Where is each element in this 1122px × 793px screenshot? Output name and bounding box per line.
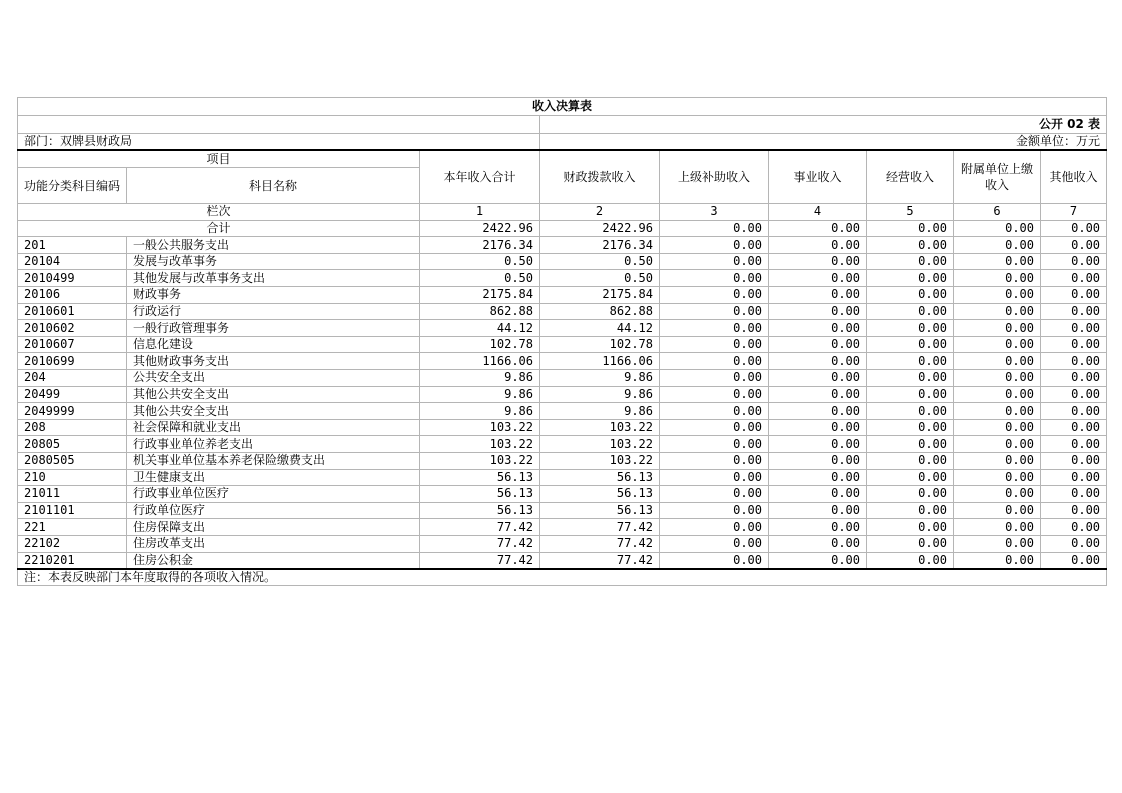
- row-value: 0.50: [420, 270, 540, 287]
- row-code: 20104: [18, 253, 127, 270]
- row-value: 0.00: [769, 403, 867, 420]
- table-code: 公开 02 表: [540, 116, 1107, 134]
- row-value: 0.00: [1041, 486, 1107, 503]
- row-value: 0.00: [769, 419, 867, 436]
- row-value: 0.00: [867, 519, 954, 536]
- row-value: 0.00: [867, 353, 954, 370]
- row-name: 一般公共服务支出: [127, 237, 420, 254]
- row-value: 0.00: [954, 287, 1041, 304]
- row-value: 9.86: [420, 403, 540, 420]
- table-row: [18, 270, 1107, 287]
- column-number: 7: [1041, 204, 1107, 221]
- row-value: 0.00: [1041, 469, 1107, 486]
- row-value: 0.00: [1041, 336, 1107, 353]
- row-value: 0.00: [867, 486, 954, 503]
- row-value: 0.00: [769, 370, 867, 387]
- table-row: [18, 403, 1107, 420]
- row-value: 0.00: [660, 403, 769, 420]
- table-row: [18, 386, 1107, 403]
- row-value: 0.00: [660, 336, 769, 353]
- row-value: 2175.84: [540, 287, 660, 304]
- row-value: 0.00: [769, 386, 867, 403]
- row-code: 204: [18, 370, 127, 387]
- row-value: 0.00: [769, 469, 867, 486]
- row-value: 0.00: [660, 237, 769, 254]
- row-value: 0.00: [769, 287, 867, 304]
- row-value: 0.00: [867, 253, 954, 270]
- row-code: 210: [18, 469, 127, 486]
- header-business: 事业收入: [769, 150, 867, 204]
- department-label: 部门：双牌县财政局: [18, 134, 540, 151]
- row-value: 0.00: [769, 535, 867, 552]
- row-value: 1166.06: [540, 353, 660, 370]
- table-row: [18, 353, 1107, 370]
- row-value: 0.00: [954, 320, 1041, 337]
- row-value: 862.88: [540, 303, 660, 320]
- row-value: 44.12: [420, 320, 540, 337]
- row-value: 56.13: [540, 502, 660, 519]
- row-value: 0.00: [867, 436, 954, 453]
- row-code: 201: [18, 237, 127, 254]
- table-row: [18, 287, 1107, 304]
- header-fiscal: 财政拨款收入: [540, 150, 660, 204]
- table-row: [18, 336, 1107, 353]
- income-statement-sheet: [17, 97, 1106, 586]
- row-value: 0.00: [954, 253, 1041, 270]
- row-value: 0.00: [954, 403, 1041, 420]
- table-row: [18, 237, 1107, 254]
- row-code: 2010699: [18, 353, 127, 370]
- row-code: 22102: [18, 535, 127, 552]
- row-value: 0.00: [660, 535, 769, 552]
- row-value: 0.00: [954, 486, 1041, 503]
- column-number: 3: [660, 204, 769, 221]
- row-value: 0.00: [1041, 502, 1107, 519]
- table-row: [18, 419, 1107, 436]
- row-value: 0.00: [954, 502, 1041, 519]
- row-name: 住房保障支出: [127, 519, 420, 536]
- table-row: [18, 519, 1107, 536]
- row-value: 0.00: [769, 336, 867, 353]
- total-value: 2422.96: [540, 220, 660, 237]
- row-value: 0.00: [867, 287, 954, 304]
- header-operating: 经营收入: [867, 150, 954, 204]
- row-value: 0.00: [769, 486, 867, 503]
- row-value: 77.42: [540, 552, 660, 569]
- row-value: 0.00: [867, 270, 954, 287]
- row-value: 0.00: [954, 436, 1041, 453]
- row-value: 0.00: [954, 303, 1041, 320]
- column-order-label: 栏次: [18, 204, 420, 221]
- row-code: 20499: [18, 386, 127, 403]
- row-value: 0.00: [660, 453, 769, 470]
- row-value: 0.00: [954, 552, 1041, 569]
- row-value: 2176.34: [420, 237, 540, 254]
- row-name: 行政事业单位养老支出: [127, 436, 420, 453]
- row-value: 56.13: [420, 486, 540, 503]
- row-value: 0.00: [954, 419, 1041, 436]
- row-value: 0.00: [954, 353, 1041, 370]
- total-value: 0.00: [954, 220, 1041, 237]
- row-value: 1166.06: [420, 353, 540, 370]
- row-name: 公共安全支出: [127, 370, 420, 387]
- row-value: 0.00: [769, 519, 867, 536]
- row-value: 0.00: [867, 419, 954, 436]
- row-name: 其他发展与改革事务支出: [127, 270, 420, 287]
- row-value: 0.00: [867, 552, 954, 569]
- row-code: 2010602: [18, 320, 127, 337]
- row-value: 44.12: [540, 320, 660, 337]
- row-value: 0.00: [660, 486, 769, 503]
- row-value: 0.00: [769, 502, 867, 519]
- row-value: 0.00: [1041, 270, 1107, 287]
- row-value: 0.00: [660, 370, 769, 387]
- row-value: 0.00: [660, 419, 769, 436]
- row-value: 0.00: [1041, 320, 1107, 337]
- row-value: 0.00: [867, 453, 954, 470]
- row-name: 行政运行: [127, 303, 420, 320]
- table-row: [18, 303, 1107, 320]
- row-code: 21011: [18, 486, 127, 503]
- row-value: 0.00: [660, 303, 769, 320]
- row-value: 0.00: [1041, 453, 1107, 470]
- row-value: 103.22: [420, 453, 540, 470]
- row-value: 0.00: [954, 386, 1041, 403]
- row-name: 其他公共安全支出: [127, 403, 420, 420]
- column-number: 1: [420, 204, 540, 221]
- row-value: 0.00: [660, 320, 769, 337]
- row-code: 20106: [18, 287, 127, 304]
- row-value: 0.00: [954, 270, 1041, 287]
- header-superior: 上级补助收入: [660, 150, 769, 204]
- total-value: 0.00: [867, 220, 954, 237]
- row-value: 0.00: [867, 370, 954, 387]
- total-value: 2422.96: [420, 220, 540, 237]
- row-value: 0.00: [954, 336, 1041, 353]
- row-value: 9.86: [540, 370, 660, 387]
- row-value: 0.00: [867, 469, 954, 486]
- column-number: 5: [867, 204, 954, 221]
- row-name: 行政单位医疗: [127, 502, 420, 519]
- row-value: 103.22: [420, 436, 540, 453]
- table-row: [18, 253, 1107, 270]
- row-name: 社会保障和就业支出: [127, 419, 420, 436]
- row-code: 2210201: [18, 552, 127, 569]
- row-value: 0.00: [660, 353, 769, 370]
- row-value: 102.78: [420, 336, 540, 353]
- row-value: 0.00: [769, 552, 867, 569]
- row-value: 0.00: [1041, 552, 1107, 569]
- report-title: 收入决算表: [18, 98, 1107, 116]
- table-row: [18, 436, 1107, 453]
- table-row: [18, 535, 1107, 552]
- row-value: 0.00: [1041, 519, 1107, 536]
- row-value: 0.00: [867, 336, 954, 353]
- row-value: 0.00: [954, 535, 1041, 552]
- row-value: 0.00: [660, 270, 769, 287]
- row-value: 0.00: [769, 237, 867, 254]
- row-value: 9.86: [420, 386, 540, 403]
- row-name: 机关事业单位基本养老保险缴费支出: [127, 453, 420, 470]
- row-value: 0.00: [769, 353, 867, 370]
- row-value: 9.86: [420, 370, 540, 387]
- row-value: 77.42: [420, 552, 540, 569]
- row-value: 0.00: [660, 386, 769, 403]
- table-row: [18, 469, 1107, 486]
- row-value: 0.00: [660, 502, 769, 519]
- row-value: 0.00: [954, 370, 1041, 387]
- row-value: 77.42: [420, 519, 540, 536]
- header-total: 本年收入合计: [420, 150, 540, 204]
- row-value: 0.00: [1041, 287, 1107, 304]
- row-code: 2010499: [18, 270, 127, 287]
- total-value: 0.00: [769, 220, 867, 237]
- column-number: 6: [954, 204, 1041, 221]
- row-value: 56.13: [420, 469, 540, 486]
- row-value: 103.22: [540, 453, 660, 470]
- row-value: 0.00: [1041, 419, 1107, 436]
- row-name: 住房公积金: [127, 552, 420, 569]
- row-value: 0.00: [867, 502, 954, 519]
- table-row: [18, 486, 1107, 503]
- unit-label: 金额单位：万元: [540, 134, 1107, 151]
- row-code: 2049999: [18, 403, 127, 420]
- row-name: 行政事业单位医疗: [127, 486, 420, 503]
- blank-cell: [18, 116, 540, 134]
- row-value: 56.13: [420, 502, 540, 519]
- row-value: 0.00: [954, 453, 1041, 470]
- row-name: 财政事务: [127, 287, 420, 304]
- row-code: 2010601: [18, 303, 127, 320]
- table-row: [18, 453, 1107, 470]
- header-affiliated: 附属单位上缴收入: [954, 150, 1041, 204]
- row-value: 0.00: [1041, 386, 1107, 403]
- row-value: 0.00: [660, 469, 769, 486]
- row-value: 0.00: [769, 303, 867, 320]
- row-value: 2176.34: [540, 237, 660, 254]
- row-value: 0.00: [769, 270, 867, 287]
- row-value: 0.00: [954, 237, 1041, 254]
- total-value: 0.00: [1041, 220, 1107, 237]
- header-project: 项目: [18, 150, 420, 168]
- row-name: 信息化建设: [127, 336, 420, 353]
- row-value: 2175.84: [420, 287, 540, 304]
- row-value: 0.00: [954, 469, 1041, 486]
- row-value: 0.00: [1041, 436, 1107, 453]
- row-code: 20805: [18, 436, 127, 453]
- row-value: 0.00: [769, 436, 867, 453]
- row-value: 9.86: [540, 403, 660, 420]
- header-name: 科目名称: [127, 168, 420, 204]
- row-value: 0.00: [660, 436, 769, 453]
- row-value: 56.13: [540, 469, 660, 486]
- header-other: 其他收入: [1041, 150, 1107, 204]
- row-name: 卫生健康支出: [127, 469, 420, 486]
- row-value: 0.00: [660, 287, 769, 304]
- income-table: [17, 97, 1107, 586]
- row-value: 77.42: [540, 519, 660, 536]
- row-value: 9.86: [540, 386, 660, 403]
- row-value: 0.00: [1041, 353, 1107, 370]
- row-value: 0.00: [954, 519, 1041, 536]
- row-value: 103.22: [420, 419, 540, 436]
- row-value: 0.00: [1041, 253, 1107, 270]
- row-value: 0.00: [1041, 403, 1107, 420]
- row-value: 0.00: [867, 386, 954, 403]
- row-value: 103.22: [540, 419, 660, 436]
- row-value: 0.50: [420, 253, 540, 270]
- row-value: 0.00: [660, 519, 769, 536]
- total-value: 0.00: [660, 220, 769, 237]
- table-row: [18, 552, 1107, 569]
- row-name: 住房改革支出: [127, 535, 420, 552]
- row-value: 0.00: [1041, 370, 1107, 387]
- row-value: 0.00: [867, 403, 954, 420]
- table-row: [18, 502, 1107, 519]
- row-code: 221: [18, 519, 127, 536]
- row-value: 0.00: [867, 303, 954, 320]
- row-code: 208: [18, 419, 127, 436]
- column-number: 2: [540, 204, 660, 221]
- row-value: 77.42: [420, 535, 540, 552]
- row-name: 一般行政管理事务: [127, 320, 420, 337]
- row-code: 2010607: [18, 336, 127, 353]
- row-name: 其他公共安全支出: [127, 386, 420, 403]
- row-code: 2080505: [18, 453, 127, 470]
- row-value: 0.50: [540, 270, 660, 287]
- row-value: 77.42: [540, 535, 660, 552]
- footnote: 注：本表反映部门本年度取得的各项收入情况。: [18, 569, 1107, 586]
- column-number: 4: [769, 204, 867, 221]
- row-value: 0.00: [867, 320, 954, 337]
- row-value: 0.00: [1041, 237, 1107, 254]
- row-value: 56.13: [540, 486, 660, 503]
- row-name: 发展与改革事务: [127, 253, 420, 270]
- row-value: 0.00: [660, 253, 769, 270]
- row-code: 2101101: [18, 502, 127, 519]
- row-value: 0.00: [867, 237, 954, 254]
- table-row: [18, 370, 1107, 387]
- header-code: 功能分类科目编码: [18, 168, 127, 204]
- row-value: 862.88: [420, 303, 540, 320]
- row-value: 0.00: [769, 453, 867, 470]
- row-name: 其他财政事务支出: [127, 353, 420, 370]
- row-value: 0.00: [769, 253, 867, 270]
- row-value: 0.00: [1041, 303, 1107, 320]
- row-value: 0.50: [540, 253, 660, 270]
- row-value: 0.00: [769, 320, 867, 337]
- row-value: 0.00: [867, 535, 954, 552]
- row-value: 102.78: [540, 336, 660, 353]
- row-value: 103.22: [540, 436, 660, 453]
- row-value: 0.00: [1041, 535, 1107, 552]
- row-value: 0.00: [660, 552, 769, 569]
- table-row: [18, 320, 1107, 337]
- total-label: 合计: [18, 220, 420, 237]
